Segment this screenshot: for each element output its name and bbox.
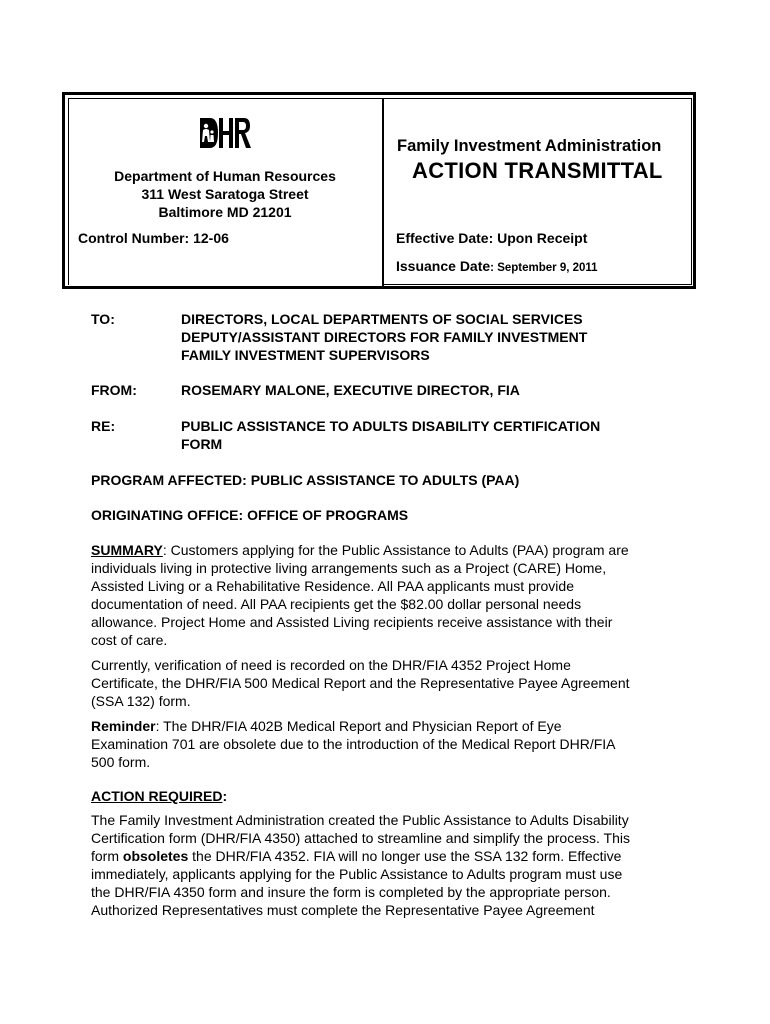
to-line-3: FAMILY INVESTMENT SUPERVISORS [181, 347, 430, 363]
currently-line-2: Certificate, the DHR/FIA 500 Medical Report and the Representative Payee Agreement [91, 675, 630, 691]
reminder-text-1: : The DHR/FIA 402B Medical Report and Physician Report of Eye [155, 718, 562, 734]
control-number: Control Number: 12-06 [78, 230, 229, 246]
originating-office: ORIGINATING OFFICE: OFFICE OF PROGRAMS [91, 507, 409, 523]
header-border-left [62, 92, 65, 289]
action-line-5: the DHR/FIA 4350 form and insure the form is completed by the appropriate person. [91, 884, 611, 900]
to-label: TO: [91, 311, 115, 327]
dept-name: Department of Human Resources [114, 168, 336, 184]
dhr-logo [198, 116, 252, 150]
action-line-4: immediately, applicants applying for the Public Assistance to Adults program must use [91, 866, 623, 882]
issuance-date [396, 258, 598, 276]
action-line-6: Authorized Representatives must complete the Representative Payee Agreement [91, 902, 595, 918]
issuance-value: : September 9, 2011 [490, 262, 598, 274]
effective-date: Effective Date: Upon Receipt [396, 230, 588, 246]
reminder-line-1 [91, 718, 562, 734]
summary-line-2: individuals living in protective living arrangements such as a Project (CARE) Home, [91, 560, 607, 576]
address-line-1: 311 West Saratoga Street [141, 186, 309, 202]
currently-line-1: Currently, verification of need is recorded on the DHR/FIA 4352 Project Home [91, 657, 571, 673]
summary-line-5: allowance. Project Home and Assisted Living recipients receive assistance with their [91, 614, 613, 630]
header-divider [382, 98, 384, 286]
from-value: ROSEMARY MALONE, EXECUTIVE DIRECTOR, FIA [181, 382, 520, 398]
header-border-inner-bottom [384, 284, 692, 285]
from-label: FROM: [91, 382, 137, 398]
action-line-3-bold: obsoletes [122, 848, 189, 864]
action-line-3 [91, 848, 621, 864]
currently-line-3: (SSA 132) form. [91, 693, 191, 709]
reminder-line-2: Examination 701 are obsolete due to the introduction of the Medical Report DHR/FIA [91, 736, 616, 752]
action-required-label: ACTION REQUIRED [91, 788, 223, 804]
summary-line-6: cost of care. [91, 632, 168, 648]
summary-text-1: : Customers applying for the Public Assistance to Adults (PAA) program are [162, 542, 629, 558]
to-line-2: DEPUTY/ASSISTANT DIRECTORS FOR FAMILY INVESTMENT [181, 329, 588, 345]
reminder-label: Reminder [91, 718, 156, 734]
header-border-inner-top [68, 98, 692, 99]
header-border-inner-right [691, 98, 692, 285]
program-affected: PROGRAM AFFECTED: PUBLIC ASSISTANCE TO ADULTS (PAA) [91, 472, 520, 488]
header-border-left-inner [68, 98, 69, 285]
summary-line-3: Assisted Living or a Rehabilitative Residence. All PAA applicants must provide [91, 578, 574, 594]
action-line-1: The Family Investment Administration created the Public Assistance to Adults Disability [91, 812, 629, 828]
summary-line-4: documentation of need. All PAA recipients get the $82.00 dollar personal needs [91, 596, 582, 612]
address-line-2: Baltimore MD 21201 [158, 204, 292, 220]
action-line-3-post: the DHR/FIA 4352. FIA will no longer use the SSA 132 form. Effective [188, 848, 622, 864]
reminder-line-3: 500 form. [91, 754, 151, 770]
agency-name: Family Investment Administration [397, 137, 662, 155]
re-line-2: FORM [181, 436, 223, 452]
re-label: RE: [91, 418, 116, 434]
action-line-2: Certification form (DHR/FIA 4350) attached to streamline and simplify the process. This [91, 830, 630, 846]
action-line-3-pre: form [91, 848, 123, 864]
re-line-1: PUBLIC ASSISTANCE TO ADULTS DISABILITY CERTIFICATION [181, 418, 601, 434]
action-required-colon: : [222, 788, 228, 804]
issuance-label: Issuance Date [396, 258, 491, 274]
action-required-heading [91, 788, 227, 804]
to-line-1: DIRECTORS, LOCAL DEPARTMENTS OF SOCIAL SERVICES [181, 311, 583, 327]
summary-line-1 [91, 542, 629, 558]
summary-label: SUMMARY [91, 542, 163, 558]
document-type: ACTION TRANSMITTAL [412, 158, 663, 183]
